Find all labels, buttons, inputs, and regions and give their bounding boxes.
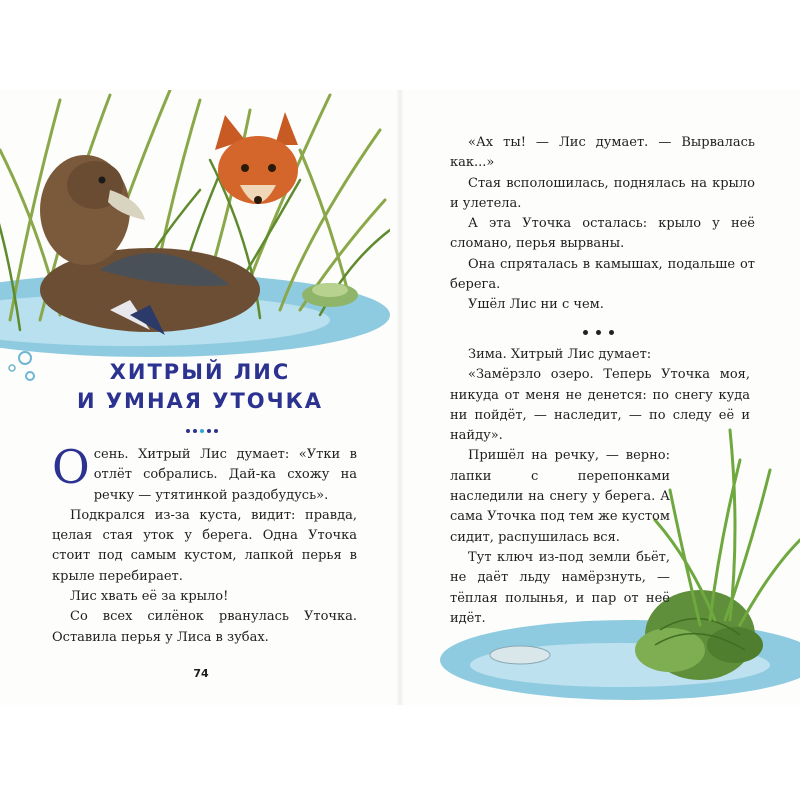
- fox-head: [215, 112, 298, 204]
- title-ornament: [172, 429, 232, 435]
- ornament-dot: [186, 429, 190, 433]
- title-line-1: ХИТРЫЙ ЛИС: [109, 360, 291, 384]
- paragraph: Ушёл Лис ни с чем.: [468, 297, 604, 313]
- right-page-text-bottom: [450, 345, 750, 629]
- section-divider: [568, 330, 628, 335]
- left-page: [0, 90, 400, 705]
- ice-floe: [490, 646, 550, 664]
- paragraph: «Ах ты! — Лис думает. — Вырвалась как...»: [450, 135, 755, 171]
- paragraph: Лис хвать её за крыло!: [70, 589, 229, 605]
- paragraph: Подкрался из-за куста, видит: правда, целая стая уток у берега. Одна Уточка стоит под самым кустом, лапкой перья в крыле перебирает.: [52, 507, 357, 584]
- divider-dot: [583, 330, 588, 335]
- divider-dot: [596, 330, 601, 335]
- lily-pad: [312, 283, 348, 297]
- ornament-dot: [207, 429, 211, 433]
- paragraph: Тут ключ из-под земли бьёт, не даёт льду намёрзнуть, — тёплая полынья, и пар от неё идёт.: [450, 549, 670, 626]
- paragraph: Она спряталась в камышах, подальше от берега.: [450, 256, 755, 293]
- paragraph: Зима. Хитрый Лис думает:: [468, 347, 652, 362]
- story-title: [0, 358, 400, 416]
- right-page-text-top: [450, 133, 755, 316]
- ornament-dot: [214, 429, 218, 433]
- duck-and-fox-illustration: [0, 90, 390, 390]
- left-page-text: [52, 440, 357, 648]
- divider-dot: [609, 330, 614, 335]
- right-page: [400, 90, 800, 705]
- paragraph: Со всех силёнок рванулась Уточка. Оставила перья у Лиса в зубах.: [52, 609, 357, 645]
- paragraph: А эта Уточка осталась: крыло у неё сломано, перья вырваны.: [450, 216, 755, 252]
- page-number: 74: [193, 667, 209, 680]
- paragraph: Пришёл на речку, — верно: лапки с перепонками наследили на снегу у берега. А сама Уточка под тем же кустом сидит, распушилась вся.: [450, 448, 670, 545]
- paragraph: Стая всполошилась, поднялась на крыло и улетела.: [450, 175, 755, 211]
- drop-cap: О: [52, 440, 90, 494]
- title-line-2: И УМНАЯ УТОЧКА: [76, 389, 324, 413]
- ornament-dot: [193, 429, 197, 433]
- paragraph: «Замёрзло озеро. Теперь Уточка моя, никуда от меня не денется: по снегу куда ни пойдёт, — наследит, — по следу её и найду».: [450, 367, 750, 444]
- paragraph: Осень. Хитрый Лис думает: «Утки в отлёт собрались. Дай-ка схожу на речку — утятинкой раздобудусь».: [52, 440, 357, 503]
- book-spread: [0, 90, 800, 705]
- ornament-dot: [200, 429, 204, 433]
